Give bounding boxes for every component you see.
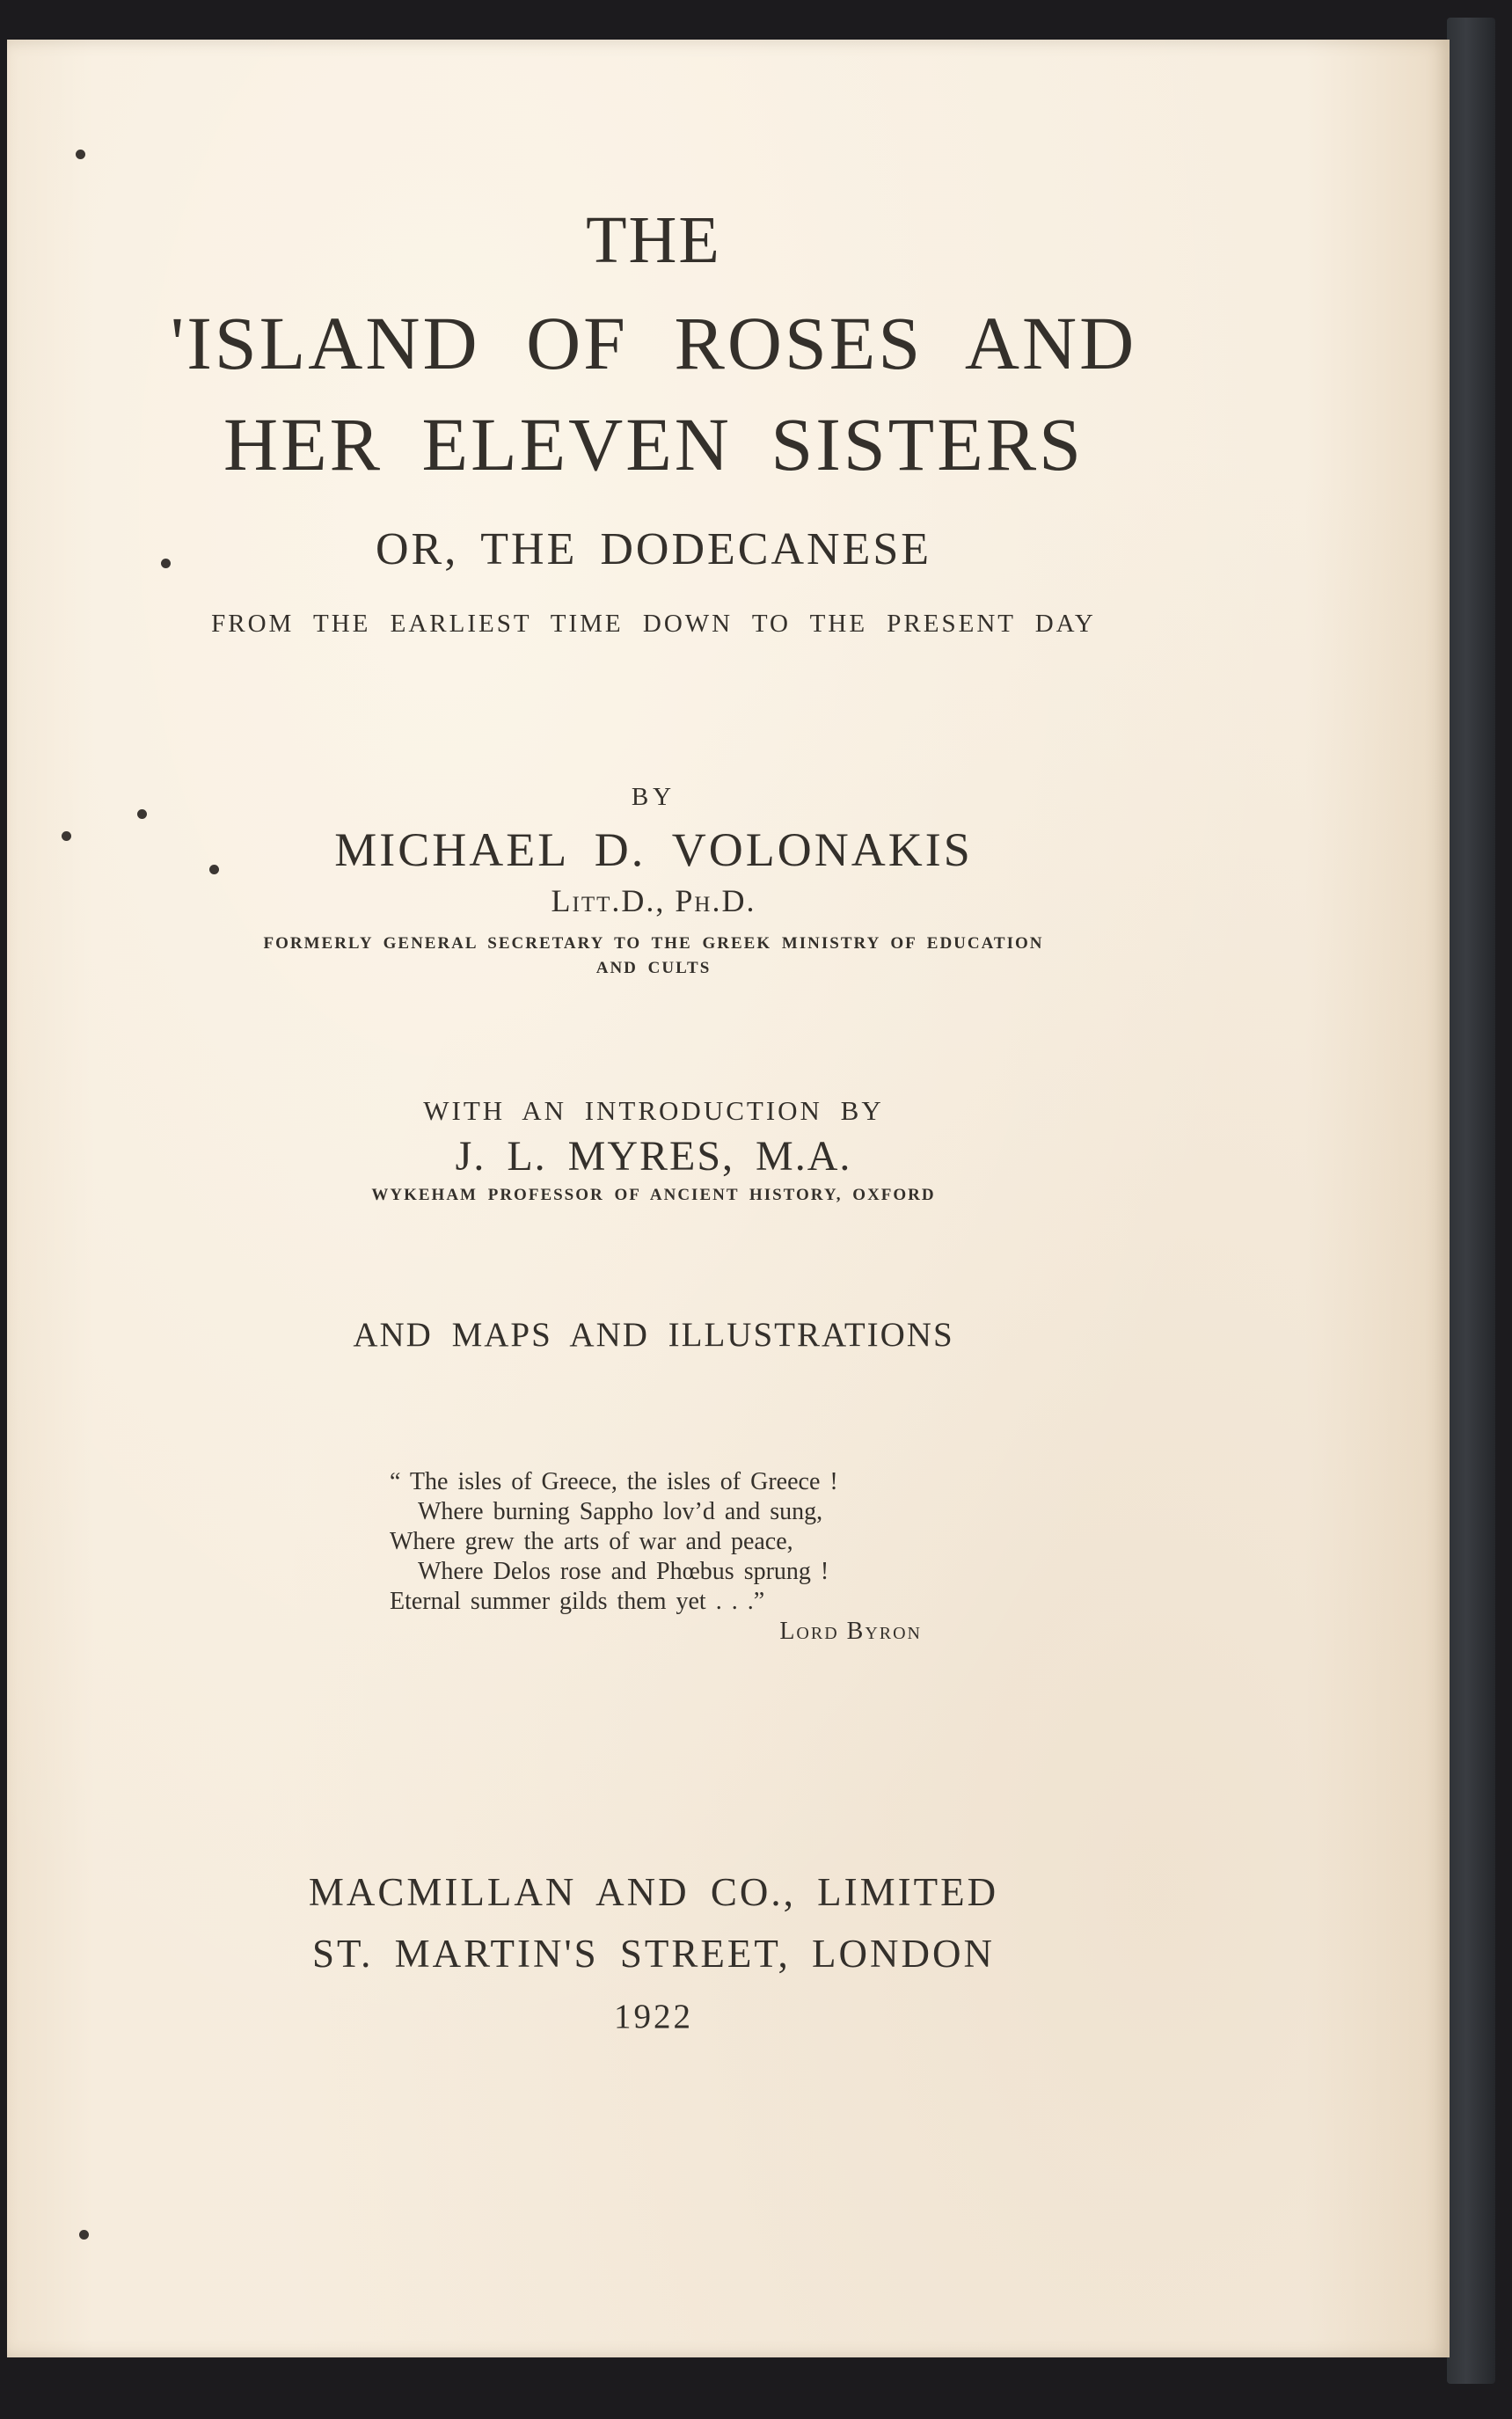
binding-hole (79, 2230, 89, 2240)
epigraph-line: Eternal summer gilds them yet . . .” (390, 1588, 765, 1615)
epigraph-attribution: Lord Byron (779, 1618, 922, 1645)
title-line-3: HER ELEVEN SISTERS (223, 402, 1084, 486)
author-role-line-2: AND CULTS (595, 959, 712, 977)
binding-hole (76, 150, 85, 159)
maps-line: AND MAPS AND ILLUSTRATIONS (353, 1316, 954, 1354)
epigraph (390, 1467, 935, 1647)
title-line-2: 'ISLAND OF ROSES AND (170, 301, 1137, 385)
epigraph-line: “ The isles of Greece, the isles of Greece ! (390, 1468, 838, 1495)
tagline: FROM THE EARLIEST TIME DOWN TO THE PRESENT DAY (211, 610, 1096, 638)
introduction-label: WITH AN INTRODUCTION BY (423, 1095, 884, 1126)
introducer-role: WYKEHAM PROFESSOR OF ANCIENT HISTORY, OXFORD (371, 1186, 936, 1204)
author-degrees: Litt.D., Ph.D. (551, 883, 756, 918)
author-role-line-1: FORMERLY GENERAL SECRETARY TO THE GREEK MINISTRY OF EDUCATION (263, 934, 1044, 953)
epigraph-line: Where grew the arts of war and peace, (390, 1528, 793, 1555)
title-line-1: THE (586, 203, 721, 277)
epigraph-line: Where Delos rose and Phœbus sprung ! (418, 1558, 829, 1585)
introducer-name: J. L. MYRES, M.A. (455, 1133, 852, 1180)
by-label: BY (631, 783, 676, 811)
publisher-address: ST. MARTIN'S STREET, LONDON (312, 1932, 995, 1976)
publication-year: 1922 (614, 1998, 693, 2035)
subtitle: OR, THE DODECANESE (375, 524, 932, 574)
publisher-name: MACMILLAN AND CO., LIMITED (308, 1870, 999, 1914)
epigraph-line: Where burning Sappho lov’d and sung, (418, 1498, 823, 1525)
title-page (7, 40, 1450, 2357)
author-name: MICHAEL D. VOLONAKIS (334, 823, 973, 876)
book-binding-edge (1447, 18, 1495, 2384)
